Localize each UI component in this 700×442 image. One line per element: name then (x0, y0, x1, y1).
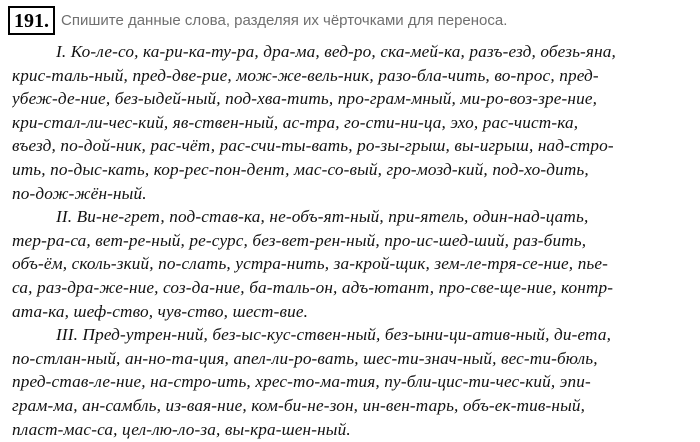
text-line: въезд, по-дой-ник, рас-чёт, рас-счи-ты-вать, ро-зы-грыш, вы-игрыш, над-стро- (12, 136, 614, 156)
text-line: грам-ма, ан-самбль, из-вая-ние, ком-би-не-зон, ин-вен-тарь, объ-ек-тив-ный, (12, 395, 586, 415)
text-line: по-дож-жён-ный. (12, 183, 147, 203)
paragraph-1 (12, 40, 696, 205)
text-line: кри-стал-ли-чес-кий, яв-ствен-ный, ас-тра, го-сти-ни-ца, эхо, рас-чист-ка, (12, 112, 579, 132)
exercise-number: 191. (8, 6, 55, 35)
text-line: III. Пред-утрен-ний, без-ыс-кус-ствен-ный, без-ыни-ци-атив-ный, ди-ета, (56, 325, 612, 345)
exercise-header (8, 5, 507, 35)
text-line: I. Ко-ле-со, ка-ри-ка-ту-ра, дра-ма, вед-ро, ска-мей-ка, разъ-езд, обезь-яна, (56, 42, 616, 61)
text-line: крис-таль-ный, пред-две-рие, мож-же-вель-ник, разо-бла-чить, во-прос, пред- (12, 65, 599, 85)
text-line: са, раз-дра-же-ние, соз-да-ние, ба-таль-он, адъ-ютант, про-све-ще-ние, контр- (12, 277, 614, 297)
text-line: пласт-мас-са, цел-лю-ло-за, вы-кра-шен-ный. (12, 419, 351, 439)
text-line: убеж-де-ние, без-ыдей-ный, под-хва-тить, про-грам-мный, ми-ро-воз-зре-ние, (12, 89, 598, 109)
text-line: объ-ём, сколь-зкий, по-слать, устра-нить, за-крой-щик, зем-ле-тря-се-ние, пье- (12, 254, 609, 274)
text-line: пред-став-ле-ние, на-стро-ить, хрес-то-ма-тия, пу-бли-цис-ти-чес-кий, эпи- (12, 372, 591, 392)
text-line: ить, по-дыс-кать, кор-рес-пон-дент, мас-со-вый, гро-мозд-кий, под-хо-дить, (12, 159, 589, 179)
paragraph-2 (12, 205, 696, 323)
text-line: тер-ра-са, вет-ре-ный, ре-сурс, без-вет-рен-ный, про-ис-шед-ший, раз-бить, (12, 230, 587, 250)
text-line: ата-ка, шеф-ство, чув-ство, шест-вие. (12, 301, 309, 321)
text-line: II. Ви-не-грет, под-став-ка, не-объ-ят-ный, при-ятель, один-над-цать, (56, 207, 589, 227)
exercise-instruction: Спишите данные слова, разделяя их чёрточками для переноса. (61, 11, 508, 29)
text-line: по-стлан-ный, ан-но-та-ция, апел-ли-ро-вать, шес-ти-знач-ный, вес-ти-бюль, (12, 348, 598, 368)
exercise-body (12, 40, 696, 441)
paragraph-3 (12, 323, 696, 441)
